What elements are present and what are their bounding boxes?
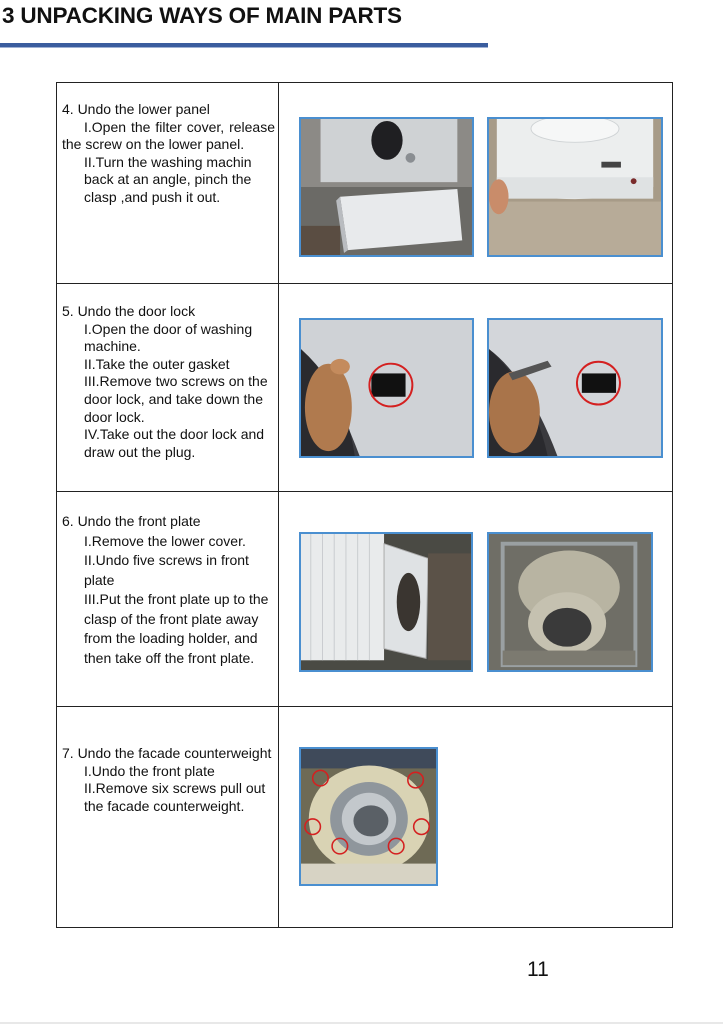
page-title: 3 UNPACKING WAYS OF MAIN PARTS	[2, 3, 402, 28]
step-5-line-1: I.Open the door of washing machine.	[84, 320, 253, 355]
step-4-heading: 4. Undo the lower panel	[62, 101, 210, 117]
step-4-photo-1	[299, 117, 474, 257]
step-5-text	[62, 303, 275, 461]
step-5-line-4: IV.Take out the door lock and draw out the plug.	[84, 426, 265, 460]
step-row-6	[57, 492, 672, 707]
step-6-line-2: II.Undo five screws in front plate	[84, 552, 249, 588]
step-6-text	[62, 512, 275, 668]
instruction-table	[56, 82, 673, 928]
step-row-4	[57, 83, 672, 284]
title-underline	[0, 43, 488, 48]
step-4-line-2: II.Turn the washing machin back at an angle, pinch the clasp ,and push it out.	[84, 153, 252, 205]
step-5-line-2: II.Take the outer gasket	[84, 355, 230, 372]
step-5-line-3: III.Remove two screws on the door lock, and take down the door lock.	[84, 373, 268, 425]
step-4-text	[62, 101, 275, 207]
step-6-heading: 6. Undo the front plate	[62, 513, 201, 529]
step-4-line-1: I.Open the filter cover, release the screw on the lower panel.	[62, 118, 275, 153]
step-5-heading: 5. Undo the door lock	[62, 303, 196, 319]
step-7-photo-1	[299, 747, 438, 886]
step-5-photo-2	[487, 318, 663, 458]
step-7-text	[62, 745, 275, 815]
step-6-photo-1	[299, 532, 473, 672]
step-4-photo-2	[487, 117, 663, 257]
step-7-line-1: I.Undo the front plate	[84, 762, 215, 779]
step-6-photo-2	[487, 532, 653, 672]
step-row-5	[57, 284, 672, 492]
step-6-line-1: I.Remove the lower cover.	[84, 532, 246, 549]
step-7-heading: 7. Undo the facade counterweight	[62, 745, 272, 761]
step-6-line-3: III.Put the front plate up to the clasp of the front plate away from the loading holder, and then take off the front plate.	[84, 591, 269, 666]
page-number: 11	[527, 958, 549, 981]
step-7-line-2: II.Remove six screws pull out the facade counterweight.	[84, 780, 266, 814]
step-row-7	[57, 707, 672, 929]
step-5-photo-1	[299, 318, 474, 458]
